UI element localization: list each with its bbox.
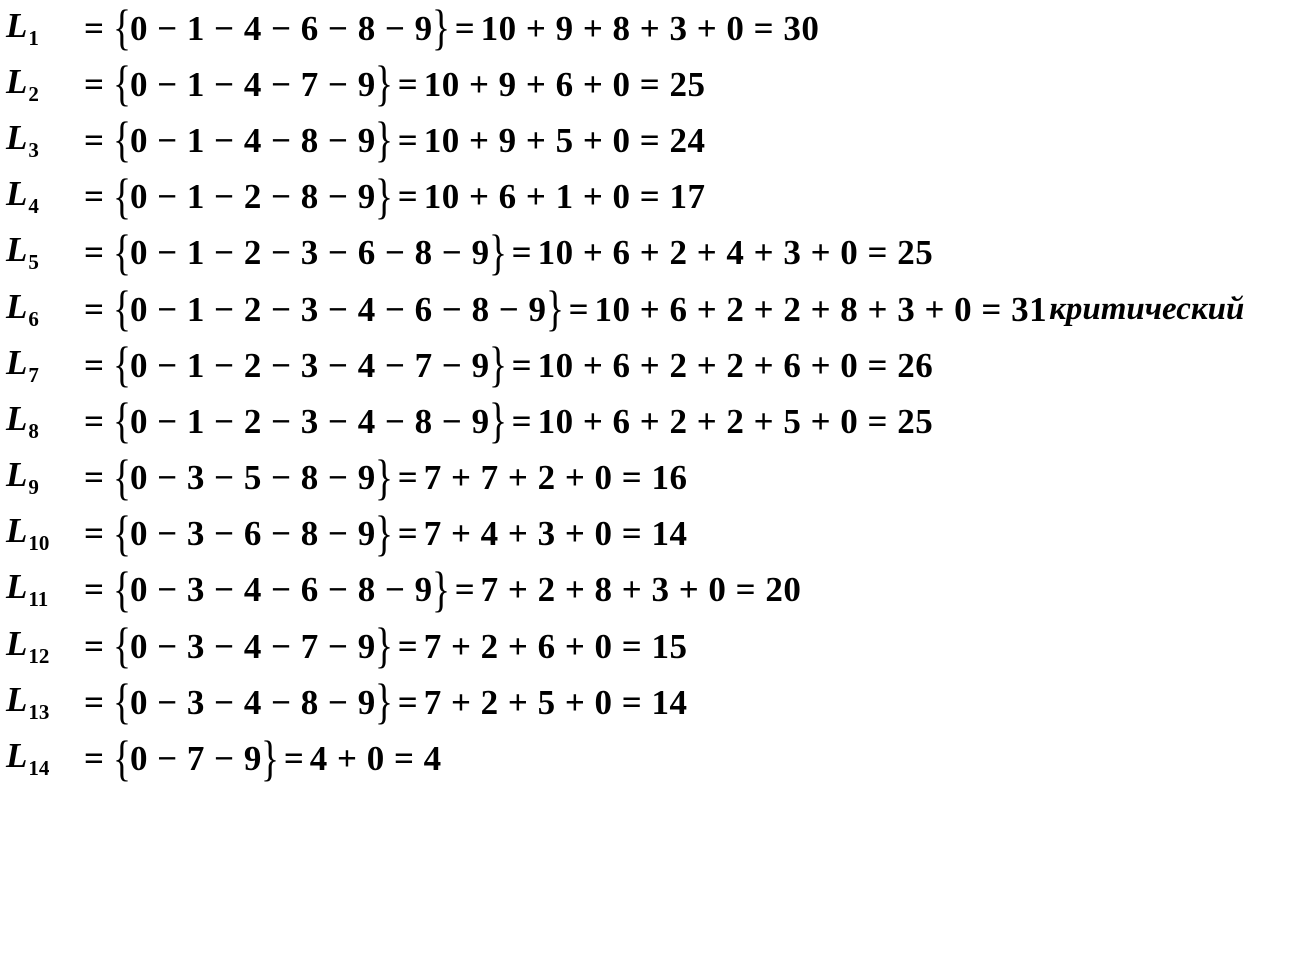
path-index: 7 <box>28 362 39 387</box>
equation-list <box>6 0 1306 787</box>
equals-sign: = <box>397 177 418 217</box>
open-brace: { <box>112 223 131 280</box>
open-brace: { <box>112 336 131 393</box>
path-index: 10 <box>28 531 50 556</box>
path-length-sum: 7 + 4 + 3 + 0 = 14 <box>423 514 688 554</box>
path-label <box>6 5 84 50</box>
equals-sign: = <box>84 682 104 722</box>
close-brace: } <box>374 167 393 224</box>
path-length-sum: 4 + 0 = 4 <box>309 739 442 779</box>
path-nodes: 0 − 1 − 4 − 7 − 9 <box>129 64 376 104</box>
path-nodes: 0 − 3 − 4 − 7 − 9 <box>129 626 376 666</box>
equals-sign: = <box>511 233 532 273</box>
equals-sign: = <box>84 458 104 498</box>
close-brace: } <box>488 223 507 280</box>
equals-sign: = <box>511 345 532 385</box>
equation-row <box>6 0 1306 56</box>
close-brace: } <box>431 0 450 56</box>
open-brace: { <box>112 504 131 561</box>
equals-sign: = <box>568 289 589 329</box>
equals-sign: = <box>84 8 104 48</box>
equals-sign: = <box>84 64 104 104</box>
equals-sign: = <box>397 458 418 498</box>
equals-sign: = <box>454 570 475 610</box>
close-brace: } <box>488 336 507 393</box>
equals-sign: = <box>84 739 104 779</box>
path-index: 3 <box>28 137 39 162</box>
path-variable: L <box>6 623 28 663</box>
path-nodes: 0 − 1 − 2 − 3 − 4 − 8 − 9 <box>129 401 490 441</box>
path-length-sum: 10 + 9 + 6 + 0 = 25 <box>423 64 706 104</box>
equation-row <box>6 225 1306 281</box>
equation-row <box>6 337 1306 393</box>
path-nodes: 0 − 3 − 4 − 6 − 8 − 9 <box>129 570 433 610</box>
equals-sign: = <box>397 64 418 104</box>
path-label <box>6 176 84 217</box>
open-brace: { <box>112 392 131 449</box>
path-label <box>6 286 84 331</box>
equals-sign: = <box>84 120 104 160</box>
close-brace: } <box>374 55 393 112</box>
open-brace: { <box>112 167 131 224</box>
path-label <box>6 398 84 443</box>
path-variable: L <box>6 342 28 382</box>
path-nodes: 0 − 1 − 2 − 3 − 6 − 8 − 9 <box>129 233 490 273</box>
path-nodes: 0 − 7 − 9 <box>129 739 262 779</box>
path-variable: L <box>6 5 28 45</box>
close-brace: } <box>431 560 450 617</box>
equals-sign: = <box>397 514 418 554</box>
path-nodes: 0 − 3 − 5 − 8 − 9 <box>129 458 376 498</box>
path-index: 2 <box>28 81 39 106</box>
path-variable: L <box>6 567 28 607</box>
path-length-sum: 10 + 6 + 2 + 2 + 5 + 0 = 25 <box>537 401 934 441</box>
path-variable: L <box>6 61 28 101</box>
path-length-sum: 7 + 2 + 5 + 0 = 14 <box>423 682 688 722</box>
path-variable: L <box>6 117 28 157</box>
path-label <box>6 569 84 610</box>
path-nodes: 0 − 1 − 2 − 8 − 9 <box>129 177 376 217</box>
close-brace: } <box>374 111 393 168</box>
path-length-sum: 10 + 6 + 1 + 0 = 17 <box>423 177 706 217</box>
equals-sign: = <box>84 345 104 385</box>
path-index: 4 <box>28 194 39 219</box>
path-variable: L <box>6 398 28 438</box>
equals-sign: = <box>283 739 304 779</box>
path-length-sum: 10 + 9 + 5 + 0 = 24 <box>423 120 706 160</box>
path-variable: L <box>6 230 28 270</box>
close-brace: } <box>545 280 564 337</box>
equals-sign: = <box>84 233 104 273</box>
path-length-sum: 10 + 9 + 8 + 3 + 0 = 30 <box>480 8 820 48</box>
path-index: 8 <box>28 418 39 443</box>
equation-row <box>6 618 1306 674</box>
equation-row <box>6 112 1306 168</box>
path-label <box>6 679 84 724</box>
equation-row <box>6 169 1306 225</box>
equals-sign: = <box>397 682 418 722</box>
path-label <box>6 513 84 554</box>
equals-sign: = <box>84 626 104 666</box>
close-brace: } <box>488 392 507 449</box>
path-nodes: 0 − 1 − 4 − 6 − 8 − 9 <box>129 8 433 48</box>
equals-sign: = <box>397 120 418 160</box>
path-label <box>6 457 84 498</box>
path-variable: L <box>6 286 28 326</box>
open-brace: { <box>112 448 131 505</box>
open-brace: { <box>112 673 131 730</box>
equation-row <box>6 393 1306 449</box>
close-brace: } <box>260 729 279 786</box>
equals-sign: = <box>454 8 475 48</box>
path-variable: L <box>6 679 28 719</box>
open-brace: { <box>112 729 131 786</box>
equation-row <box>6 562 1306 618</box>
path-index: 9 <box>28 475 39 500</box>
path-nodes: 0 − 1 − 2 − 3 − 4 − 6 − 8 − 9 <box>129 289 547 329</box>
path-index: 11 <box>28 587 49 612</box>
path-label <box>6 342 84 387</box>
equals-sign: = <box>84 289 104 329</box>
equals-sign: = <box>84 177 104 217</box>
close-brace: } <box>374 448 393 505</box>
critical-path-note: критический <box>1049 290 1245 327</box>
path-nodes: 0 − 1 − 4 − 8 − 9 <box>129 120 376 160</box>
open-brace: { <box>112 55 131 112</box>
path-length-sum: 10 + 6 + 2 + 2 + 8 + 3 + 0 = 31 <box>594 289 1048 329</box>
path-label <box>6 117 84 162</box>
equation-row <box>6 56 1306 112</box>
path-index: 13 <box>28 699 50 724</box>
path-variable: L <box>6 736 28 776</box>
open-brace: { <box>112 617 131 674</box>
equals-sign: = <box>511 401 532 441</box>
path-length-sum: 10 + 6 + 2 + 4 + 3 + 0 = 25 <box>537 233 934 273</box>
path-index: 1 <box>28 25 39 50</box>
path-index: 5 <box>28 250 39 275</box>
equals-sign: = <box>397 626 418 666</box>
path-length-sum: 7 + 2 + 6 + 0 = 15 <box>423 626 688 666</box>
path-index: 14 <box>28 756 50 781</box>
equation-row <box>6 281 1306 337</box>
close-brace: } <box>374 504 393 561</box>
path-label <box>6 232 84 273</box>
path-label <box>6 61 84 106</box>
equation-row <box>6 730 1306 786</box>
path-length-sum: 7 + 7 + 2 + 0 = 16 <box>423 458 688 498</box>
path-variable: L <box>6 455 28 495</box>
close-brace: } <box>374 673 393 730</box>
open-brace: { <box>112 111 131 168</box>
equation-row <box>6 674 1306 730</box>
equals-sign: = <box>84 570 104 610</box>
path-variable: L <box>6 174 28 214</box>
path-nodes: 0 − 1 − 2 − 3 − 4 − 7 − 9 <box>129 345 490 385</box>
equation-row <box>6 506 1306 562</box>
path-label <box>6 738 84 779</box>
open-brace: { <box>112 280 131 337</box>
close-brace: } <box>374 617 393 674</box>
open-brace: { <box>112 560 131 617</box>
path-variable: L <box>6 511 28 551</box>
path-index: 12 <box>28 643 50 668</box>
path-nodes: 0 − 3 − 4 − 8 − 9 <box>129 682 376 722</box>
path-length-sum: 10 + 6 + 2 + 2 + 6 + 0 = 26 <box>537 345 934 385</box>
path-index: 6 <box>28 306 39 331</box>
path-label <box>6 623 84 668</box>
equals-sign: = <box>84 401 104 441</box>
equals-sign: = <box>84 514 104 554</box>
open-brace: { <box>112 0 131 56</box>
equation-row <box>6 450 1306 506</box>
path-nodes: 0 − 3 − 6 − 8 − 9 <box>129 514 376 554</box>
path-length-sum: 7 + 2 + 8 + 3 + 0 = 20 <box>480 570 802 610</box>
